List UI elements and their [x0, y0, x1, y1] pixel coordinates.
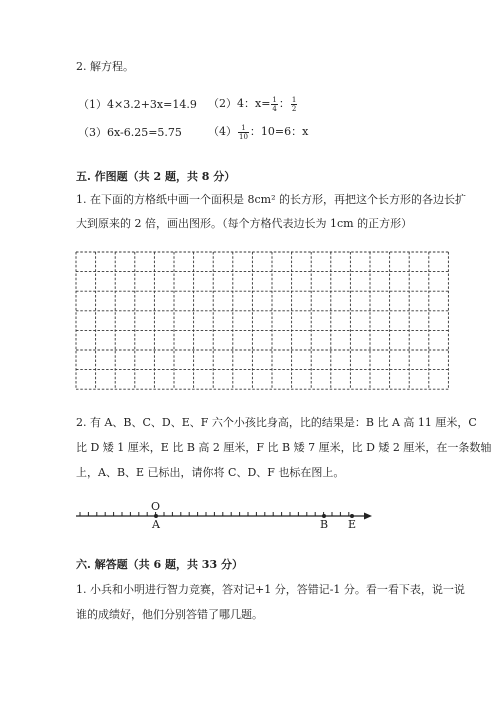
fraction-one-half: $\frac{1}{2}$ [291, 95, 297, 113]
equation-2-sep: ： [278, 97, 290, 110]
point-e-label: E [348, 518, 357, 531]
point-b-label: B [320, 518, 329, 531]
part5-q1-line2: 大到原来的 2 倍，画出图形。（每个方格代表边长为 1cm 的正方形） [76, 217, 413, 230]
part6-q1-line2: 谁的成绩好，他们分别答错了哪几题。 [76, 608, 263, 621]
equation-4-suffix: ：10=6：x [249, 125, 309, 138]
part5-title: 五. 作图题（共 2 题，共 8 分） [76, 170, 236, 183]
origin-label: O [151, 500, 161, 513]
part5-q2-line3: 上，A、B、E 已标出，请你将 C、D、F 也标在图上。 [76, 466, 345, 479]
part6-title: 六. 解答题（共 6 题，共 33 分） [76, 558, 243, 571]
fraction-one-quarter: $\frac{1}{4}$ [272, 95, 277, 113]
part5-q2-line2: 比 D 矮 1 厘米，E 比 B 高 2 厘米，F 比 B 矮 7 厘米，比 D 矮 2 厘米，在一条数轴 [76, 441, 492, 454]
point-a-label: A [152, 518, 160, 531]
square-grid[interactable] [76, 252, 448, 389]
equation-4-prefix: （4） [208, 125, 237, 138]
equation-3: （3）6x-6.25=5.75 [78, 126, 182, 139]
part5-q1-line1: 1. 在下面的方格纸中画一个面积是 8cm² 的长方形，再把这个长方形的各边长扩 [76, 193, 466, 206]
section-heading: 2. 解方程。 [76, 60, 134, 73]
equation-1: （1）4×3.2+3x=14.9 [78, 98, 197, 111]
part6-q1-line1: 1. 小兵和小明进行智力竞赛，答对记+1 分，答错记-1 分。看一看下表，说一说 [76, 583, 465, 596]
equation-2-prefix: （2）4：x= [208, 97, 271, 110]
part5-q2-line1: 2. 有 A、B、C、D、E、F 六个小孩比身高，比的结果是：B 比 A 高 11 厘米，C [76, 416, 477, 429]
fraction-one-tenth: $\frac{1}{10}$ [239, 123, 248, 141]
number-line-arrow-icon [364, 513, 372, 520]
